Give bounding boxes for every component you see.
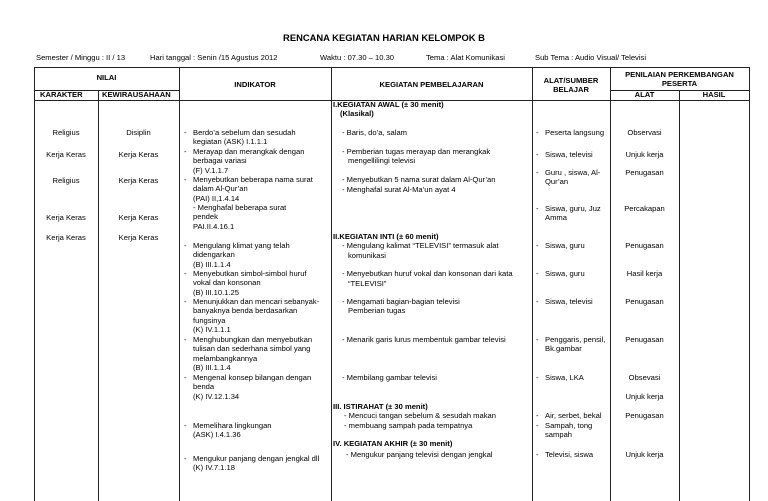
table-border-top — [34, 67, 749, 68]
header-hasil: HASIL — [702, 90, 726, 99]
header-karakter: KARAKTER — [40, 90, 83, 99]
meta-theme: Tema : Alat Komunikasi — [426, 53, 505, 62]
header-kegiatan: KEGIATAN PEMBELAJARAN — [379, 80, 484, 89]
meta-subtheme: Sub Tema : Audio Visual/ Televisi — [535, 53, 647, 62]
kegiatan-line: - Menghafal surat Al-Ma’un ayat 4 — [342, 185, 456, 194]
kegiatan-line: - Membilang gambar televisi — [342, 373, 437, 382]
alat-sumber-item: Sampah, tong — [545, 421, 593, 430]
alat-sumber-item: Siswa, guru — [545, 241, 585, 250]
alat-sumber-item: Siswa, televisi — [545, 297, 593, 306]
penilaian-alat-cell: Penugasan — [625, 168, 664, 177]
header-indikator: INDIKATOR — [234, 80, 276, 89]
alat-sumber-item: Peserta langsung — [545, 128, 605, 137]
karakter-cell: Religius — [52, 176, 80, 185]
alat-sumber-item: Televisi, siswa — [545, 450, 594, 459]
header-penilaian: PENILAIAN PERKEMBANGAN — [625, 70, 734, 79]
alat-sumber-item: Siswa, guru — [545, 269, 585, 278]
section-heading-inti: II.KEGIATAN INTI (± 60 menit) — [333, 232, 439, 241]
kewirausahaan-cell: Kerja Keras — [118, 150, 159, 159]
alat-sumber-item: Siswa, LKA — [545, 373, 584, 382]
header-penilaian-2: PESERTA — [661, 79, 698, 88]
kegiatan-line: - Mengulang kalimat “TELEVISI” termasuk alat — [342, 241, 499, 250]
alat-sumber-bullet: - — [536, 241, 539, 250]
document-title: RENCANA KEGIATAN HARIAN KELOMPOK B — [283, 32, 485, 43]
kegiatan-line: - Mencuci tangan sebelum & sesudah makan — [344, 411, 496, 420]
header-alat: ALAT — [634, 90, 655, 99]
kegiatan-line: - Menyebutkan huruf vokal dan konsonan dari kata — [342, 269, 513, 278]
alat-sumber-bullet: - — [536, 411, 539, 420]
header-alat-sumber: ALAT/SUMBER — [543, 76, 599, 85]
alat-sumber-bullet: - — [536, 128, 539, 137]
col-divider-alat-hasil — [679, 90, 680, 501]
kegiatan-line: - Mengamati bagian-bagian televisi — [342, 297, 460, 306]
karakter-cell: Kerja Keras — [46, 150, 86, 159]
kegiatan-line: Pemberian tugas — [348, 306, 406, 315]
penilaian-alat-cell: Penugasan — [625, 241, 664, 250]
header-alat-sumber-2: BELAJAR — [553, 85, 589, 94]
kegiatan-line: - Menyebutkan 5 nama surat dalam Al-Qur’an — [342, 175, 496, 184]
alat-sumber-item: Air, serbet, bekal — [545, 411, 602, 420]
penilaian-alat-cell: Penugasan — [625, 411, 664, 420]
col-divider-nilai — [179, 67, 180, 501]
kegiatan-line: “TELEVISI” — [348, 279, 387, 288]
alat-sumber-bullet: - — [536, 168, 539, 177]
alat-sumber-item: sampah — [545, 430, 573, 439]
kegiatan-line: - membuang sampah pada tempatnya — [344, 421, 473, 430]
kegiatan-line: mengellilingi televisi — [348, 156, 416, 165]
alat-sumber-bullet: - — [536, 204, 539, 213]
meta-semester: Semester / Minggu : II / 13 — [36, 53, 126, 62]
section-subheading: (Klasikal) — [340, 109, 374, 118]
alat-sumber-bullet: - — [536, 373, 539, 382]
table-border-right — [749, 67, 750, 501]
karakter-cell: Kerja Keras — [46, 233, 86, 242]
alat-sumber-bullet: - — [536, 421, 539, 430]
karakter-cell: Religius — [52, 128, 80, 137]
alat-sumber-item: Qur’an — [545, 177, 569, 186]
kewirausahaan-cell: Kerja Keras — [118, 233, 159, 242]
kegiatan-line: komunikasi — [348, 251, 386, 260]
alat-sumber-item: Bk.gambar — [545, 344, 582, 353]
kewirausahaan-cell: Kerja Keras — [118, 213, 159, 222]
alat-sumber-item: Guru , siswa, Al- — [545, 168, 601, 177]
alat-sumber-item: Amma — [545, 213, 567, 222]
penilaian-alat-cell: Unjuk kerja — [625, 392, 664, 401]
kegiatan-line: - Mengukur panjang televisi dengan jengkal — [346, 450, 493, 459]
alat-sumber-bullet: - — [536, 450, 539, 459]
section-heading-awal: I.KEGIATAN AWAL (± 30 menit) — [333, 100, 444, 109]
col-divider-indikator — [331, 67, 332, 501]
penilaian-alat-cell: Hasil kerja — [626, 269, 663, 278]
header-nilai: NILAI — [96, 73, 117, 82]
kegiatan-line: - Baris, do’a, salam — [342, 128, 407, 137]
meta-date: Hari tanggal : Senin /15 Agustus 2012 — [150, 53, 278, 62]
alat-sumber-bullet: - — [536, 150, 539, 159]
alat-sumber-item: Siswa, guru, Juz — [545, 204, 601, 213]
penilaian-alat-cell: Observasi — [627, 128, 662, 137]
kegiatan-line: - Pemberian tugas merayap dan merangkak — [342, 147, 491, 156]
kewirausahaan-cell: Disiplin — [126, 128, 151, 137]
penilaian-alat-cell: Unjuk kerja — [625, 450, 664, 459]
penilaian-alat-cell: Percakapan — [624, 204, 665, 213]
col-divider-kegiatan — [532, 67, 533, 501]
alat-sumber-bullet: - — [536, 269, 539, 278]
karakter-cell: Kerja Keras — [46, 213, 86, 222]
document-page: RENCANA KEGIATAN HARIAN KELOMPOK B Semester / Minggu : II / 13 Hari tanggal : Senin /15 Agustus 2012 Waktu : 07.30 – 10.30 Tema : Alat Komunikasi Sub Tema : Audio Visual/ Televisi NILAI KARAKTER KEWIRAUSAHAAN INDIKATOR KEGIATAN PEMBELAJARAN ALAT/SUMBER BELAJAR PENILAIAN PERKEMBANGAN PESERTA ALAT HASIL Religius Kerja Keras Religius Kerja Keras Kerja Keras Disiplin Kerja Keras Kerja Keras Kerja Keras Kerja Keras - Berdo’a sebelum dan sesudah kegiatan (ASK) I.1.1.1 - Merayap dan merangkak dengan berbagai variasi (F) V.1.1.7 - Menyebutkan beberapa nama surat dalam Al-Qur’an (PAI) II,1.4.14 - Menghafal beberapa surat pendek PAI.II.4.16.1 - Mengulang klimat yang telah didengarkan (B) III.1.1.4 - Menyebutkan simbol-simbol huruf vokal dan konsonan (B) III.10.1.25 - Menunjukkan dan mencari sebanyak- banyaknya benda berdasarkan fungsinya (K) IV.1.1.1 - Menghubungkan dan menyebutkan tulisan dan sederhana simbol yang melambangkannya (B) III.1.1.4 - Mengenal konsep bilangan dengan benda (K) IV.12.1.34 - Memelihara lingkungan (ASK) I.4.1.36 - Mengukur panjang dengan jengkal dll (K) IV.7.1.18 I.KEGIATAN AWAL (± 30 menit) (Klasikal) - Baris, do’a, salam - Pemberian tugas merayap dan merangkak mengellilingi televisi - Menyebutkan 5 nama surat dalam Al-Qur’an - Menghafal surat Al-Ma’un ayat 4 II.KEGIATAN INTI (± 60 menit) - Mengulang kalimat “TELEVISI” termasuk alat komunikasi - Menyebutkan huruf vokal dan konsonan dari kata “TELEVISI” - Mengamati bagian-bagian televisi Pemberian tugas - Menarik garis lurus membentuk gambar televisi - Membilang gambar televisi III. ISTIRAHAT (± 30 menit) - Mencuci tangan sebelum & sesudah makan - membuang sampah pada tempatnya IV. KEGIATAN AKHIR (± 30 menit) - Mengukur panjang televisi dengan jengkal - Peserta langsung - Siswa, televisi - Guru , siswa, Al- Qur’an - Siswa, guru, Juz Amma - Siswa, guru - Siswa, guru - Siswa, televisi - Penggaris, pensil, Bk.gambar - Siswa, LKA - Air, serbet, bekal - Sampah, tong sampah - Televisi, siswa Observasi Unjuk kerja Penugasan Percakapan Penugasan Hasil kerja Penugasan Penugasan Obsevasi Unjuk kerja Penugasan Unjuk kerja — [0, 0, 768, 501]
penilaian-alat-cell: Obsevasi — [628, 373, 661, 382]
alat-sumber-item: Siswa, televisi — [545, 150, 593, 159]
section-heading-akhir: IV. KEGIATAN AKHIR (± 30 menit) — [333, 439, 453, 448]
penilaian-alat-cell: Penugasan — [625, 335, 664, 344]
alat-sumber-item: Penggaris, pensil, — [545, 335, 606, 344]
penilaian-alat-cell: Penugasan — [625, 297, 664, 306]
header-kewirausahaan: KEWIRAUSAHAAN — [102, 90, 171, 99]
kegiatan-line: - Menarik garis lurus membentuk gambar televisi — [342, 335, 506, 344]
alat-sumber-bullet: - — [536, 297, 539, 306]
kewirausahaan-cell: Kerja Keras — [118, 176, 159, 185]
penilaian-alat-cell: Unjuk kerja — [625, 150, 664, 159]
alat-sumber-bullet: - — [536, 335, 539, 344]
meta-time: Waktu : 07.30 – 10.30 — [320, 53, 395, 62]
section-heading-istirahat: III. ISTIRAHAT (± 30 menit) — [333, 402, 428, 411]
